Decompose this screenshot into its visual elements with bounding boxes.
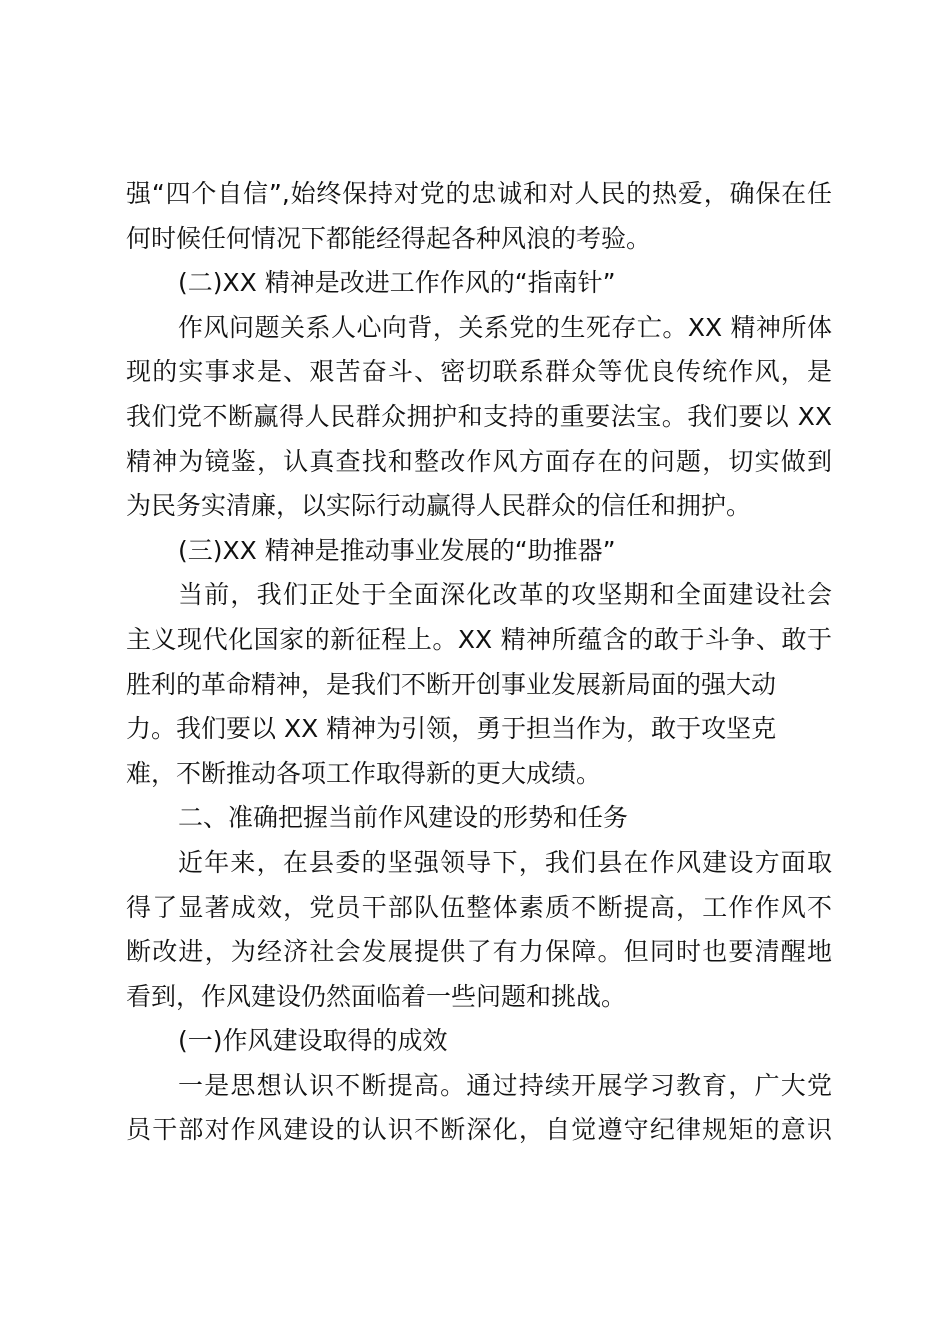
- paragraph-line: 为民务实清廉，以实际行动赢得人民群众的信任和拥护。: [126, 491, 752, 521]
- paragraph-line: 断改进，为经济社会发展提供了有力保障。但同时也要清醒地: [126, 937, 832, 967]
- paragraph-line: 何时候任何情况下都能经得起各种风浪的考验。: [126, 223, 652, 253]
- paragraph-line: 我们党不断赢得人民群众拥护和支持的重要法宝。我们要以 XX: [126, 401, 832, 431]
- section-heading: 二、准确把握当前作风建设的形势和任务: [178, 803, 629, 833]
- paragraph-line: 难，不断推动各项工作取得新的更大成绩。: [126, 758, 602, 788]
- paragraph-line: 员干部对作风建设的认识不断深化，自觉遵守纪律规矩的意识: [126, 1115, 832, 1145]
- paragraph-line: 现的实事求是、艰苦奋斗、密切联系群众等优良传统作风，是: [126, 357, 832, 387]
- paragraph-line: 作风问题关系人心向背，关系党的生死存亡。XX 精神所体: [178, 312, 832, 342]
- paragraph-line: 主义现代化国家的新征程上。XX 精神所蕴含的敢于斗争、敢于: [126, 624, 832, 654]
- paragraph-line: 精神为镜鉴，认真查找和整改作风方面存在的问题，切实做到: [126, 446, 832, 476]
- paragraph-line: 看到，作风建设仍然面临着一些问题和挑战。: [126, 981, 627, 1011]
- paragraph-line: 近年来，在县委的坚强领导下，我们县在作风建设方面取: [178, 847, 832, 877]
- paragraph-line: 当前，我们正处于全面深化改革的攻坚期和全面建设社会: [178, 580, 832, 610]
- paragraph-line: 得了显著成效，党员干部队伍整体素质不断提高，工作作风不: [126, 892, 832, 922]
- paragraph-line: 胜利的革命精神，是我们不断开创事业发展新局面的强大动: [126, 669, 777, 699]
- paragraph-line: 力。我们要以 XX 精神为引领，勇于担当作为，敢于攻坚克: [126, 714, 777, 744]
- section-heading: (一)作风建设取得的成效: [178, 1026, 448, 1056]
- section-heading: (三)XX 精神是推动事业发展的“助推器”: [178, 535, 616, 565]
- paragraph-line: 一是思想认识不断提高。通过持续开展学习教育，广大党: [178, 1070, 832, 1100]
- section-heading: (二)XX 精神是改进工作作风的“指南针”: [178, 268, 616, 298]
- paragraph-line: 强“四个自信”,始终保持对党的忠诚和对人民的热爱，确保在任: [126, 179, 832, 208]
- body-text: [126, 172, 832, 1153]
